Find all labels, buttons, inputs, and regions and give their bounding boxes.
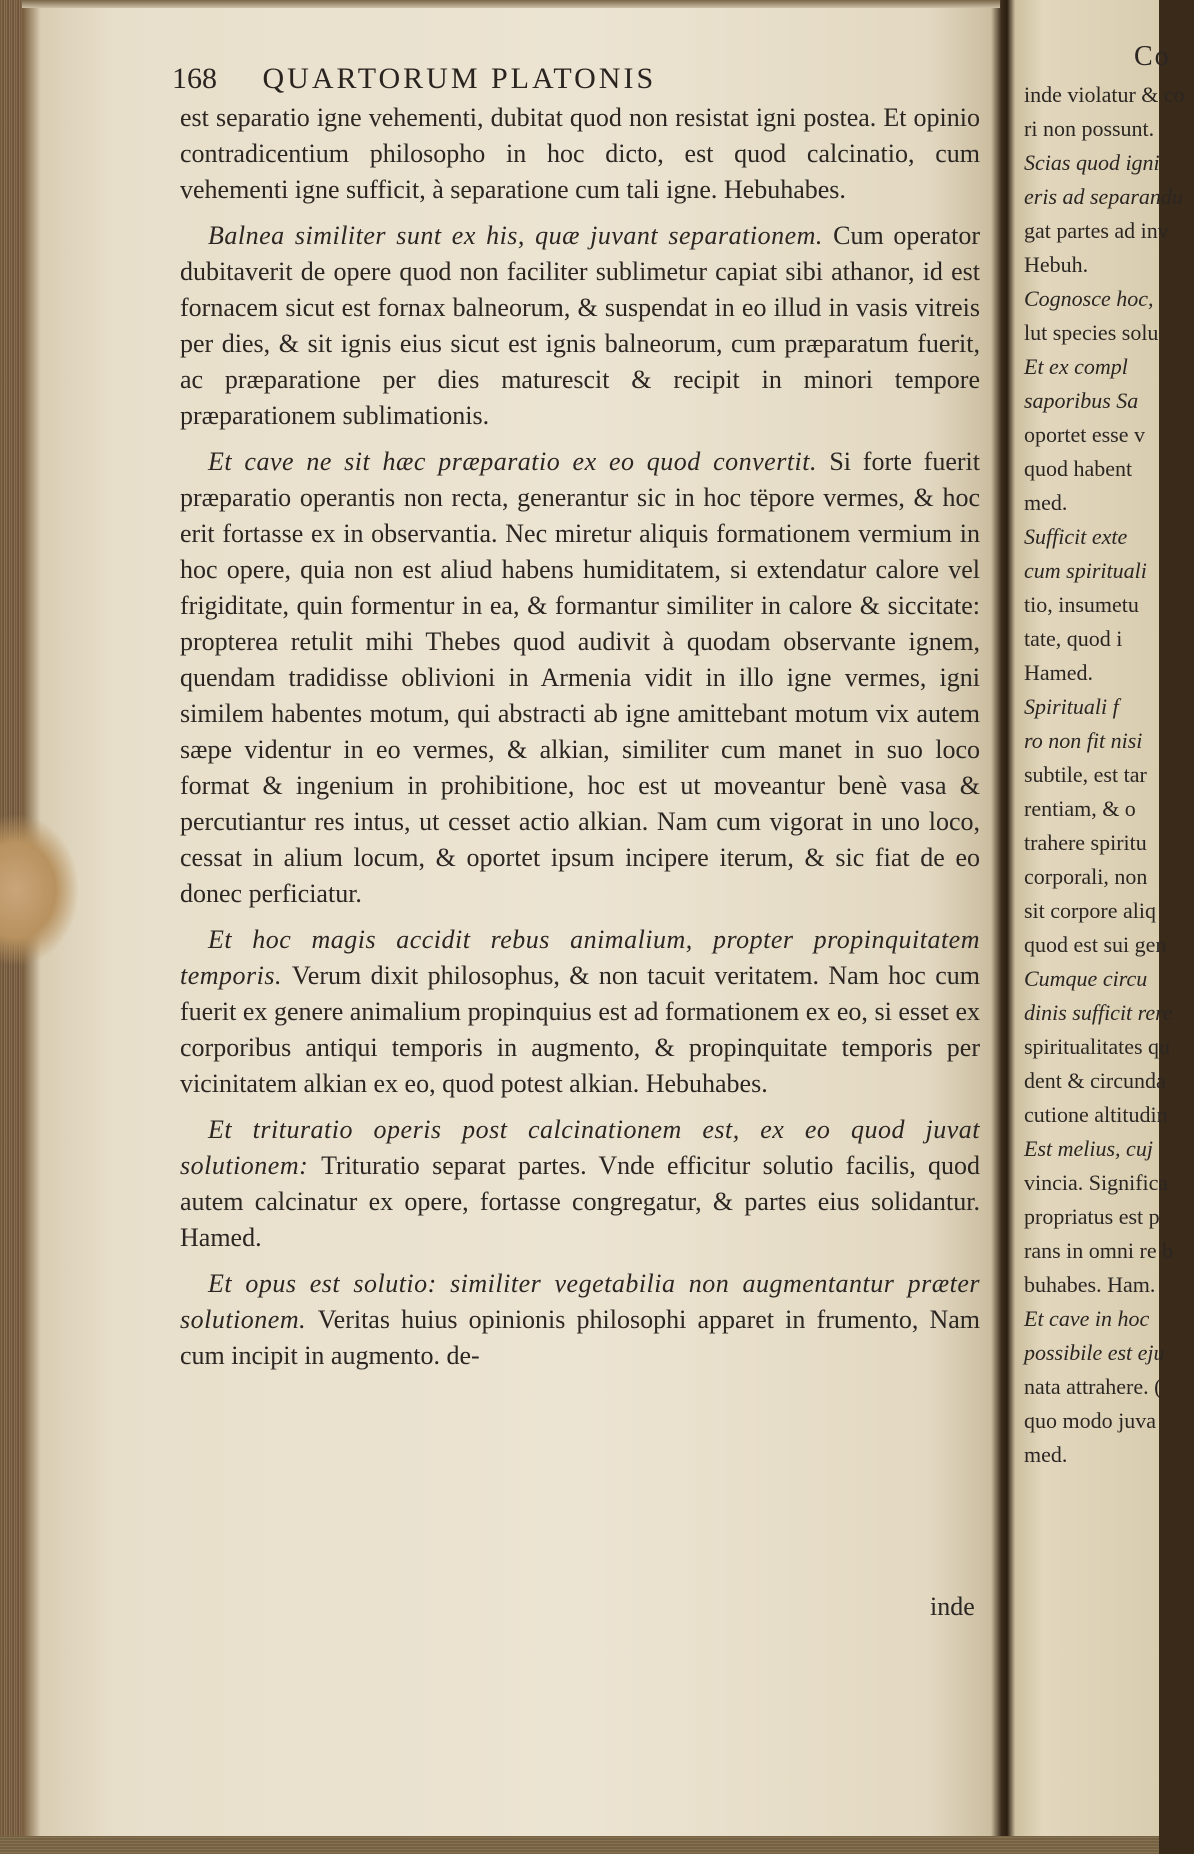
facing-line: Hamed.	[1024, 660, 1094, 685]
facing-line: Scias quod igni	[1024, 150, 1160, 175]
paragraph-commentary: Verum dixit philosophus, & non tacuit veritatem. Nam hoc cum fuerit ex genere animalium propinquius est ad formationem ex eo, si esset ex corporibus antiqui temporis in augmento, & propinquitate temporis per vicinitatem alkian ex eo, quod potest alkian. Hebuhabes.	[180, 961, 980, 1098]
paragraph-commentary: est separatio igne vehementi, dubitat quod non resistat igni postea. Et opinio contradicentium philosopho in hoc dicto, est quod calcinatio, cum vehementi igne sufficit, à separatione cum tali igne. Hebuhabes.	[180, 103, 980, 204]
facing-line: possibile est eju	[1024, 1340, 1165, 1365]
facing-line: med.	[1024, 1442, 1068, 1467]
paragraph-commentary: Veritas huius opinionis philosophi apparet in frumento, Nam cum incipit in augmento. de-	[180, 1305, 981, 1370]
facing-line: sit corpore aliq	[1024, 898, 1156, 923]
facing-line: cum spirituali	[1024, 558, 1147, 583]
paragraph-commentary: Si forte fuerit præparatio operantis non recta, generantur sic in hoc tëpore vermes, & hoc erit fortasse ex in observantia. Nec miretur aliquis formationem vermium in hoc opere, quia non est aliud habens humiditatem, si extendatur calore vel frigiditate, quin formentur in ea, & formantur similiter in calore & siccitate: propterea retulit mihi Thebes quod audivit à quodam observante ignem, quendam tradidisse oblivioni in Armenia vidit in illo igne vermes, igni similem habentes motum, qui abstracti ab igne amittebant motum vix autem sæpe videntur in eo vermes, & alkian, similiter cum manet in suo loco format & ingenium in prohibitione, hoc est ut moveantur benè vasa & percutiantur res intus, ut cesset actio alkian. Nam cum vigorat in uno loco, cessat in alium locum, & oportet ipsum incipere iterum, & sic fiat de eo donec perficiatur.	[180, 447, 980, 908]
paragraph-lemma: Et trituratio operis post calcinationem est, ex eo quod juvat solutionem:	[180, 1115, 980, 1180]
facing-line: quo modo juva	[1024, 1408, 1156, 1433]
facing-line: oportet esse v	[1024, 422, 1145, 447]
paragraph	[180, 1112, 980, 1256]
facing-line: trahere spiritu	[1024, 830, 1147, 855]
facing-page	[1010, 0, 1185, 1854]
facing-line: spiritualitates qu	[1024, 1034, 1171, 1059]
facing-line: corporali, non	[1024, 864, 1148, 889]
facing-line: Et ex compl	[1024, 354, 1128, 379]
paragraph	[180, 1266, 980, 1374]
facing-line: med.	[1024, 490, 1068, 515]
paragraph-commentary: Trituratio separat partes. Vnde efficitur solutio facilis, quod autem calcinatur ex opere, fortasse congregatur, & partes eius solidantur. Hamed.	[180, 1151, 980, 1252]
facing-line: Sufficit exte	[1024, 524, 1128, 549]
page-number: 168	[172, 62, 217, 95]
facing-line: tio, insumetu	[1024, 592, 1139, 617]
facing-line: Cumque circu	[1024, 966, 1148, 991]
facing-line: tate, quod i	[1024, 626, 1123, 651]
facing-line: Est melius, cuj	[1024, 1136, 1153, 1161]
paragraph-lemma: Et opus est solutio: similiter vegetabilia non augmentantur præter solutionem.	[180, 1269, 980, 1334]
facing-line: rentiam, & o	[1024, 796, 1136, 821]
facing-line: quod habent	[1024, 456, 1133, 481]
facing-line: Cognosce hoc,	[1024, 286, 1154, 311]
paragraph	[180, 100, 980, 208]
paragraph	[180, 218, 980, 434]
facing-running-head: Co	[1134, 41, 1171, 72]
facing-line: eris ad separandu	[1024, 184, 1183, 209]
running-title: QUARTORUM PLATONIS	[262, 62, 657, 95]
facing-line: lut species solu	[1024, 320, 1159, 345]
facing-page-text	[1024, 40, 1194, 1472]
paragraph-lemma: Et cave ne sit hæc præparatio ex eo quod convertit.	[208, 447, 830, 476]
paragraph	[180, 922, 980, 1102]
facing-line: ro non fit nisi	[1024, 728, 1143, 753]
facing-line: dent & circunda	[1024, 1068, 1166, 1093]
facing-line: Spirituali f	[1024, 694, 1119, 719]
paper-damage	[0, 815, 78, 965]
running-head	[172, 62, 812, 96]
facing-line: saporibus Sa	[1024, 388, 1139, 413]
paragraph-lemma: Balnea similiter sunt ex his, quæ juvant separationem.	[208, 221, 834, 250]
catchword: inde	[930, 1592, 975, 1621]
facing-line: propriatus est p	[1024, 1204, 1160, 1229]
facing-line: Et cave in hoc	[1024, 1306, 1150, 1331]
page-top-edge	[0, 0, 1000, 8]
facing-line: cutione altitudin	[1024, 1102, 1168, 1127]
facing-line: quod est sui gen	[1024, 932, 1167, 957]
facing-line: inde violatur & co	[1024, 82, 1185, 107]
facing-line: gat partes ad inv	[1024, 218, 1169, 243]
facing-line: buhabes. Ham.	[1024, 1272, 1156, 1297]
facing-line: Hebuh.	[1024, 252, 1089, 277]
facing-line: nata attrahere. (	[1024, 1374, 1162, 1399]
facing-line: dinis sufficit rere	[1024, 1000, 1173, 1025]
paragraph	[180, 444, 980, 912]
facing-line: vincia. Significa	[1024, 1170, 1169, 1195]
body-text	[180, 100, 980, 1384]
page-bottom-edge	[0, 1836, 1159, 1854]
facing-line: ri non possunt.	[1024, 116, 1155, 141]
facing-line: subtile, est tar	[1024, 762, 1147, 787]
facing-line: rans in omni re b	[1024, 1238, 1174, 1263]
paragraph-commentary: Cum operator dubitaverit de opere quod non faciliter sublimetur capiat sibi athanor, id est fornacem sicut est fornax balneorum, & suspendat in eo illud in vasis vitreis per dies, & sit ignis eius sicut est ignis balneorum, cum præparatum fuerit, ac præparatione per dies maturescit & recipit in minori tempore præparationem sublimationis.	[180, 221, 981, 430]
paragraph-lemma: Et hoc magis accidit rebus animalium, propter propinquitatem temporis.	[180, 925, 980, 990]
